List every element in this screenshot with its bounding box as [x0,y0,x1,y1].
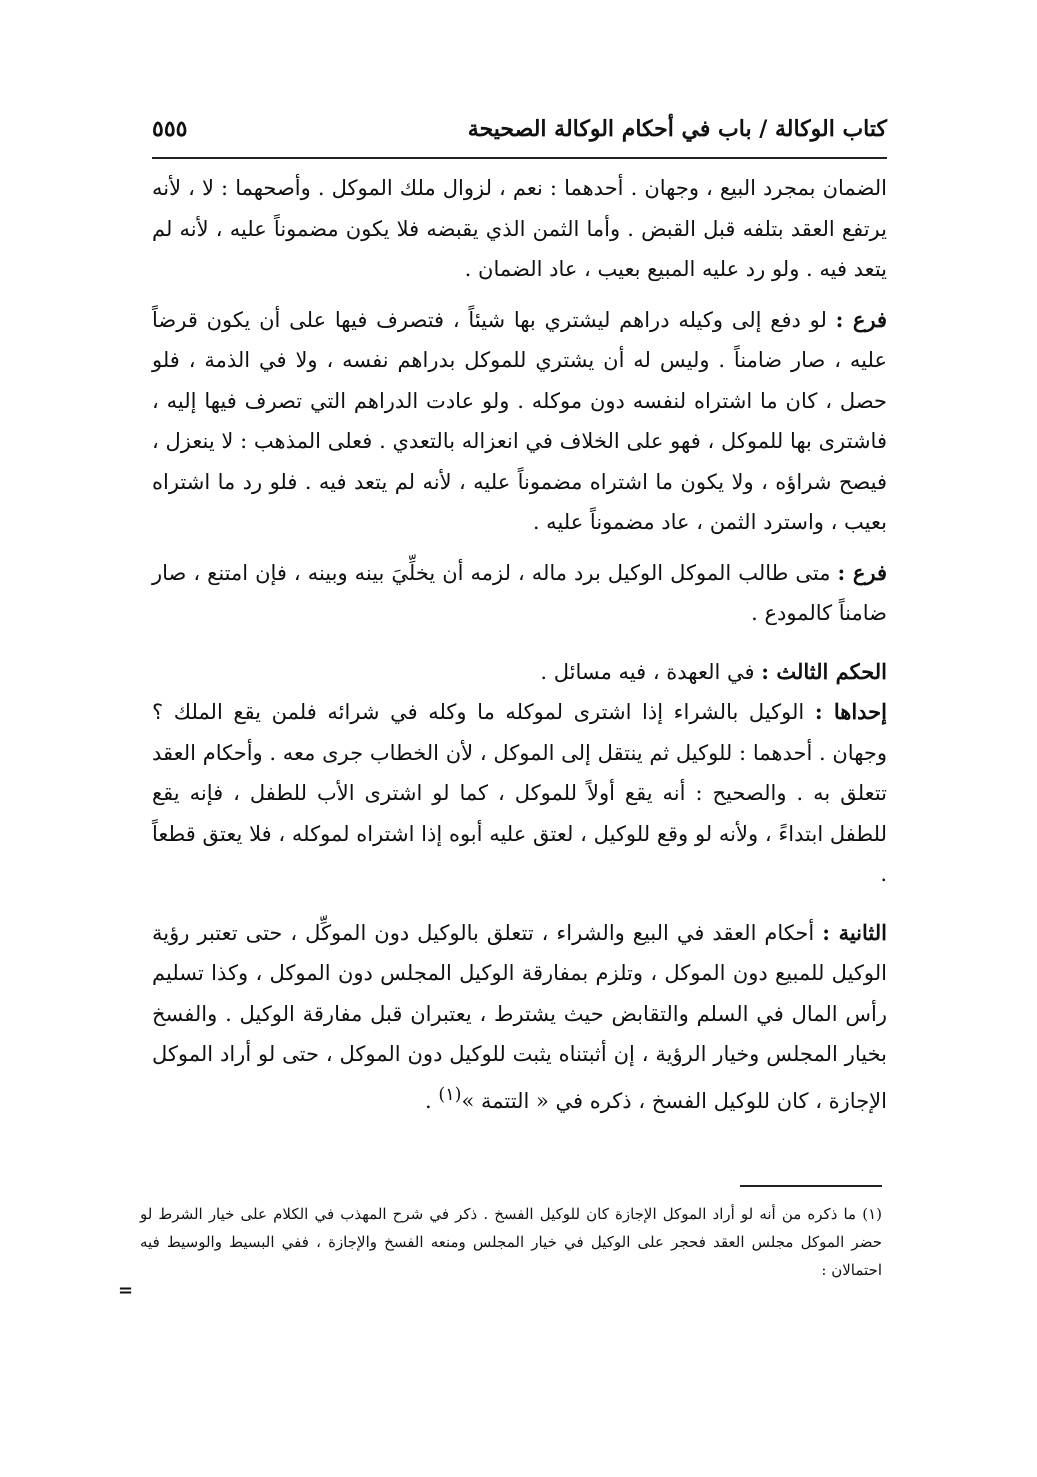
footnote-text: ما ذكره من أنه لو أراد الموكل الإجازة كان للوكيل الفسخ . ذكر في شرح المهذب في الكلام على خيار الشرط لو حضر الموكل مجلس العقد فحجر على الوكيل في خيار المجلس ومنعه الفسخ والإجازة ، ففي البسيط والوسيط فيه احتمالان : [140,1205,882,1279]
main-text [152,168,887,1121]
paragraph-3: فرع : متى طالب الموكل الوكيل برد ماله ، لزمه أن يخلِّيَ بينه وبينه ، فإن امتنع ، صار ضامناً كالمودع . [152,559,887,625]
footnote-rule [740,1185,882,1187]
paragraph-3-lead: فرع : [837,559,887,585]
continuation-mark: = [118,1280,134,1301]
header-title: كتاب الوكالة / باب في أحكام الوكالة الصحيحة [467,116,887,142]
footnote-number: (١) [862,1205,882,1223]
header-rule [152,157,887,159]
paragraph-2-lead: فرع : [835,306,887,332]
paragraph-5: إحداها : الوكيل بالشراء إذا اشترى لموكله ما وكله في شرائه فلمن يقع الملك ؟ وجهان . أحدهما : للوكيل ثم ينتقل إلى الموكل ، لأن الخطاب جرى معه . وأحكام العقد تتعلق به . والصحيح : أنه يقع أولاً للموكل ، كما لو اشترى الأب للطفل ، فإنه يقع للطفل ابتداءً ، ولأنه لو وقع للوكيل ، لعتق عليه أبوه إذا اشتراه لموكله ، فلا يعتق قطعاً . [152,699,887,886]
footnote-1 [140,1200,882,1284]
paragraph-1: الضمان بمجرد البيع ، وجهان . أحدهما : نعم ، لزوال ملك الموكل . وأصحهما : لا ، لأنه يرتفع العقد بتلفه قبل القبض . وأما الثمن الذي يقبضه فلا يكون مضموناً عليه ، لأنه لم يتعد فيه . ولو رد عليه المبيع بعيب ، عاد الضمان . [152,176,887,281]
paragraph-6: الثانية : أحكام العقد في البيع والشراء ، تتعلق بالوكيل دون الموكِّل ، حتى تعتبر رؤية الوكيل للمبيع دون الموكل ، وتلزم بمفارقة الوكيل المجلس دون الموكل ، وكذا تسليم رأس المال في السلم والتقابض حيث يشترط ، يعتبران قبل مفارقة الوكيل . والفسخ بخيار المجلس وخيار الرؤية ، إن أثبتناه يثبت للوكيل دون الموكل ، حتى لو أراد الموكل الإجازة ، كان للوكيل الفسخ ، ذكره في « التتمة »$^{(١)}$ . [152,919,888,1113]
page-number: ٥٥٥ [152,116,188,142]
footnotes [140,1200,882,1284]
running-header [152,112,887,156]
paragraph-4: الحكم الثالث : في العهدة ، فيه مسائل . [540,658,887,684]
paragraph-5-lead: إحداها : [814,699,887,724]
paragraph-2: فرع : لو دفع إلى وكيله دراهم ليشتري بها شيئاً ، فتصرف فيها على أن يكون قرضاً عليه ، صار ضامناً . وليس له أن يشتري للموكل بدراهم نفسه ، ولا في الذمة ، فلو حصل ، كان ما اشتراه لنفسه دون موكله . ولو عادت الدراهم التي تصرف فيها إليه ، فاشترى بها للموكل ، فهو على الخلاف في انعزاله بالتعدي . فعلى المذهب : لا ينعزل ، فيصح شراؤه ، ولا يكون ما اشتراه مضموناً عليه ، لأنه لم يتعد فيه . فلو رد ما اشتراه بعيب ، واسترد الثمن ، عاد مضموناً عليه . [152,306,887,534]
paragraph-6-lead: الثانية : [822,919,887,945]
footnote-reference: (١) [438,1084,462,1105]
section-heading: الحكم الثالث : [761,658,887,684]
